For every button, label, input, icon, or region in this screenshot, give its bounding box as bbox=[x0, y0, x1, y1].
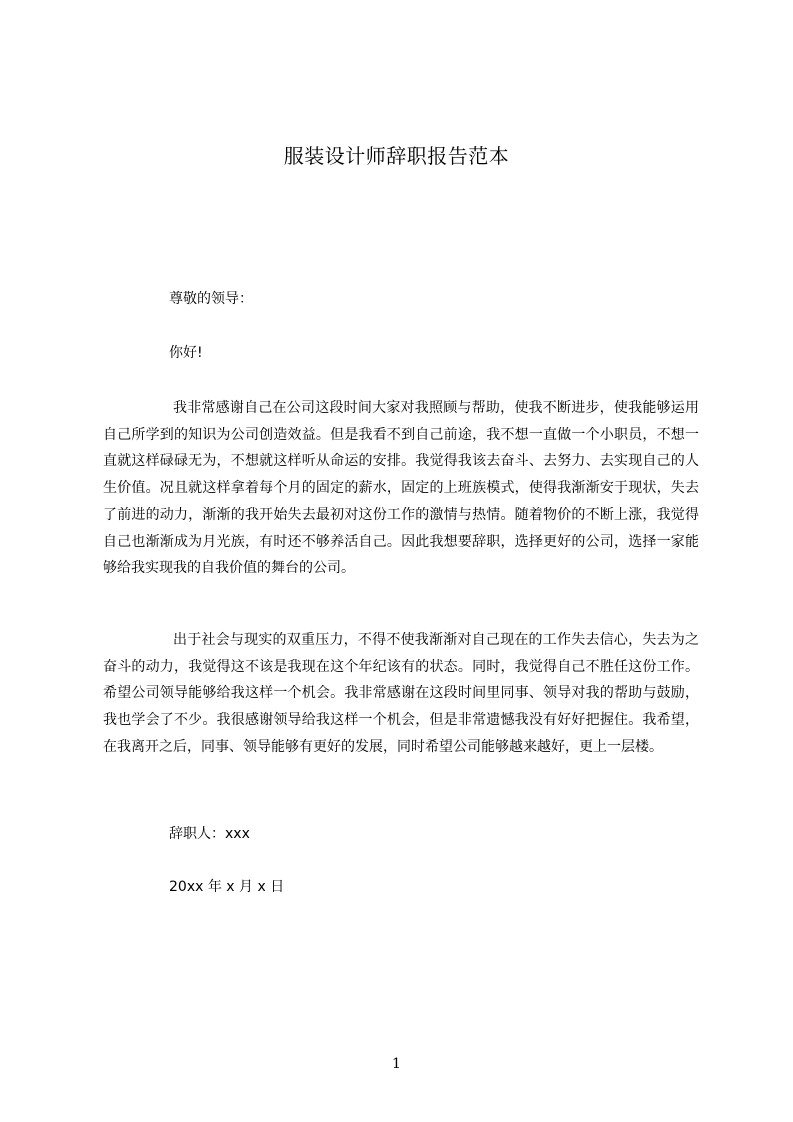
signature: 辞职人：xxx bbox=[169, 826, 250, 842]
date: 20xx 年 x 月 x 日 bbox=[169, 879, 285, 895]
body-paragraph-1: 我非常感谢自己在公司这段时间大家对我照顾与帮助，使我不断进步，使我能够运用自己所学到的知识为公司创造效益。但是我看不到自己前途，我不想一直做一个小职员，不想一直就这样碌碌无为，不想就这样听从命运的安排。我觉得我该去奋斗、去努力、去实现自己的人生价值。况且就这样拿着每个月的固定的薪水，固定的上班族模式，使得我渐渐安于现状，失去了前进的动力，渐渐的我开始失去最初对这份工作的激情与热情。随着物价的不断上涨，我觉得自己也渐渐成为月光族，有时还不够养活自己。因此我想要辞职，选择更好的公司，选择一家能够给我实现我的自我价值的舞台的公司。 bbox=[103, 400, 699, 577]
salutation: 尊敬的领导： bbox=[169, 291, 253, 307]
greeting: 你好! bbox=[169, 345, 203, 361]
page-number: 1 bbox=[392, 1056, 401, 1072]
body-paragraph-2: 出于社会与现实的双重压力，不得不使我渐渐对自己现在的工作失去信心，失去为之奋斗的动力，我觉得这不该是我现在这个年纪该有的状态。同时，我觉得自己不胜任这份工作。希望公司领导能够给我这样一个机会。我非常感谢在这段时间里同事、领导对我的帮助与鼓励，我也学会了不少。我很感谢领导给我这样一个机会，但是非常遗憾我没有好好把握住。我希望，在我离开之后，同事、领导能够有更好的发展，同时希望公司能够越来越好，更上一层楼。 bbox=[103, 632, 699, 755]
document-title: 服装设计师辞职报告范本 bbox=[283, 144, 510, 168]
